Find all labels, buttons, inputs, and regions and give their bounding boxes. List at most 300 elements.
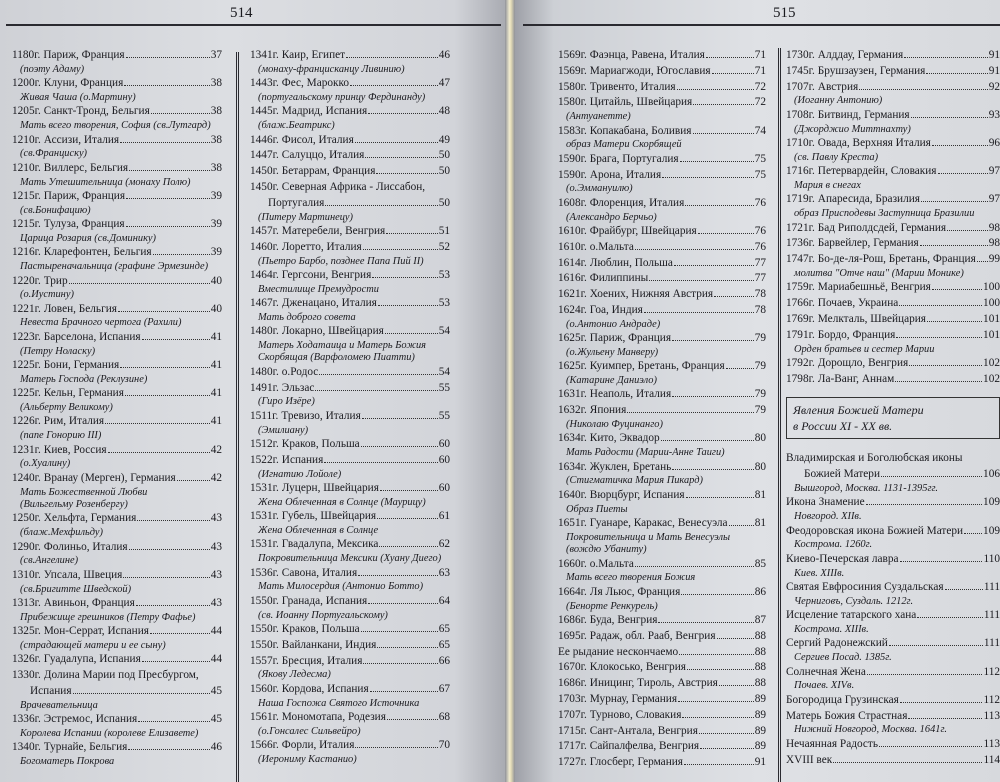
entry-note: Врачевательница (20, 699, 98, 711)
leader-dots (911, 117, 988, 118)
leader-dots (698, 233, 754, 234)
entry-page-number: 76 (754, 240, 766, 253)
leader-dots (706, 57, 754, 58)
entry-line (786, 356, 1000, 372)
entry-note: Мать доброго совета (258, 311, 356, 323)
entry-year: 1569г. (558, 64, 587, 77)
entry-page-number: 41 (210, 387, 222, 400)
entry-year: 1531г. (250, 482, 279, 495)
leader-dots (368, 113, 438, 114)
entry-page-number: 60 (438, 453, 450, 466)
entry-place: Тривенто, Италия (589, 80, 676, 93)
entry-year: 1336г. (12, 713, 41, 726)
entry-place: Сайпалфелва, Венгрия (589, 740, 700, 753)
entry-place: Дженацано, Италия (281, 297, 377, 310)
entry-page-number: 106 (983, 468, 1000, 481)
leader-dots (380, 490, 438, 491)
leader-dots (126, 198, 210, 199)
entry-note: (Катарине Даниэло) (566, 375, 657, 387)
entry-note: (св.Франциску) (20, 148, 88, 160)
entry-place: Бресция, Италия (281, 654, 363, 667)
entry-note: (португальскому принцу Фердинанду) (258, 91, 426, 103)
left-column-2 (250, 48, 450, 766)
entry-page-number: 45 (210, 713, 222, 726)
entry-page-number: 38 (210, 105, 222, 118)
entry-year: 1707г. (786, 80, 815, 93)
entry-year: 1180г. (12, 49, 41, 61)
entry-place: Клуни, Франция (43, 77, 124, 90)
leader-dots (672, 340, 754, 341)
index-entry (558, 287, 766, 303)
index-entry (250, 453, 450, 481)
leader-dots (120, 142, 210, 143)
entry-year: 1634г. (558, 460, 587, 473)
entry-place: Копакабана, Боливия (589, 124, 692, 137)
entry-line (12, 386, 222, 402)
index-entry (250, 240, 450, 268)
entry-line (250, 437, 450, 453)
leader-dots (126, 57, 210, 58)
entry-place: Ассизи, Италия (43, 133, 120, 146)
leader-dots (136, 605, 210, 606)
entry-year: 1660г. (558, 557, 587, 570)
index-entry (786, 665, 1000, 693)
entry-line (786, 328, 1000, 344)
leader-dots (932, 289, 982, 290)
entry-page-number: 88 (754, 661, 766, 674)
index-entry (786, 80, 1000, 108)
leader-dots (932, 145, 988, 146)
entry-year: 1215г. (12, 218, 41, 231)
index-entry (558, 613, 766, 629)
entry-line (250, 268, 450, 284)
entry-place: Богородица Грузинская (786, 693, 899, 706)
entry-line (250, 409, 450, 425)
entry-note: Мария в снегах (794, 179, 861, 191)
entry-line (786, 108, 1000, 124)
entry-year: 1231г. (12, 443, 41, 456)
entry-place: Мономотапа, Родезия (281, 710, 386, 723)
entry-page-number: 79 (754, 388, 766, 401)
entry-page-number: 41 (210, 359, 222, 372)
index-entry (786, 608, 1000, 636)
index-entry (12, 568, 222, 596)
entry-line (786, 164, 1000, 180)
leader-dots (153, 254, 210, 255)
index-entry (12, 48, 222, 76)
entry-line (786, 48, 1000, 64)
leader-dots (124, 85, 209, 86)
index-entry (786, 236, 1000, 252)
leader-dots (363, 663, 437, 664)
leader-dots (889, 645, 983, 646)
index-entry (786, 372, 1000, 388)
entry-note: (Иоганну Антонию) (794, 95, 883, 107)
entry-place: Париж, Франция (43, 189, 126, 202)
entry-line (250, 324, 450, 340)
entry-year: 1480г. (250, 365, 279, 378)
entry-line (558, 152, 766, 168)
index-entry (558, 755, 766, 771)
entry-place: Виллерс, Бельгия (43, 161, 129, 174)
entry-page-number: 42 (210, 443, 222, 456)
leader-dots (680, 161, 754, 162)
leader-dots (693, 133, 754, 134)
entry-page-number: 81 (754, 488, 766, 501)
entry-note: Вместилище Премудрости (258, 283, 379, 295)
russia-section-box (786, 397, 1000, 439)
entry-note: (Питеру Мартинецу) (258, 211, 353, 223)
entry-year: 1325г. (12, 625, 41, 638)
entry-page-number: 45 (210, 684, 222, 697)
entry-line (12, 161, 222, 177)
entry-year: 1695г. (558, 629, 587, 642)
entry-line (558, 708, 766, 724)
entry-page-number: 80 (754, 432, 766, 445)
leader-dots (900, 561, 983, 562)
entry-year: 1512г. (250, 438, 279, 451)
entry-line (786, 236, 1000, 252)
entry-page-number: 110 (983, 552, 1000, 565)
entry-line-continued (250, 196, 450, 212)
entry-note: Вышгород, Москва. 1131-1395гг. (794, 483, 939, 495)
entry-line (250, 224, 450, 240)
entry-place: Барвейлер, Германия (817, 237, 919, 250)
entry-year: 1480г. (250, 325, 279, 338)
entry-line (786, 80, 1000, 96)
entry-page-number: 79 (754, 404, 766, 417)
entry-place: Фолиньо, Италия (43, 540, 128, 553)
entry-line (250, 638, 450, 654)
left-column-1 (12, 48, 222, 768)
entry-year: 1557г. (250, 654, 279, 667)
entry-place: Лоретто, Италия (281, 240, 362, 253)
index-entry (558, 585, 766, 613)
entry-page-number: 93 (988, 108, 1000, 121)
index-entry (558, 224, 766, 240)
entry-page-number: 88 (754, 677, 766, 690)
entry-line (558, 303, 766, 319)
leader-dots (126, 226, 210, 227)
index-entry (786, 48, 1000, 64)
entry-note: Царица Розария (св.Доминику) (20, 232, 157, 244)
leader-dots (977, 261, 988, 262)
leader-dots (376, 173, 437, 174)
entry-place: Губель, Швейцария (281, 510, 377, 523)
entry-title-line: Владимирская и Боголюбская иконы (786, 452, 963, 465)
entry-year: 1717г. (558, 740, 587, 753)
leader-dots (726, 368, 754, 369)
entry-place: Киев, Россия (43, 443, 107, 456)
entry-place: Фес, Марокко (281, 77, 350, 90)
index-entry (558, 256, 766, 272)
entry-place: Гуадалупа, Испания (43, 653, 141, 666)
leader-dots (908, 718, 982, 719)
index-entry (558, 645, 766, 661)
page-number-right: 515 (773, 5, 796, 21)
entry-note: Матерь Ходатаица и Матерь Божия (258, 340, 427, 352)
entry-page-number: 111 (983, 609, 1000, 622)
entry-place: Святая Евфросиния Суздальская (786, 581, 944, 594)
index-entry (558, 708, 766, 724)
entry-note: (св. Иоанну Португальскому) (258, 609, 388, 621)
index-entry (786, 221, 1000, 237)
entry-place: Рим, Италия (43, 415, 105, 428)
entry-year: 1550г. (250, 594, 279, 607)
entry-year: 1210г. (12, 133, 41, 146)
index-entry (12, 245, 222, 273)
index-entry (12, 358, 222, 386)
entry-line (12, 48, 222, 64)
header-rule-left (6, 24, 501, 26)
entry-note: (Эмилиану) (258, 424, 309, 436)
leader-dots (350, 85, 438, 86)
leader-dots (362, 418, 438, 419)
entry-note: (св.Бонифацию) (20, 204, 91, 216)
leader-dots (926, 73, 987, 74)
entry-year: 1210г. (12, 161, 41, 174)
entry-place: Мариабешньё, Венгрия (817, 281, 931, 294)
entry-year: 1457г. (250, 224, 279, 237)
entry-line (786, 636, 1000, 652)
entry-year: 1640г. (558, 488, 587, 501)
entry-line (558, 645, 766, 661)
entry-line (558, 403, 766, 419)
entry-line (558, 271, 766, 287)
entry-note: (Альберту Великому) (20, 402, 113, 414)
entry-note: (о.Иустину) (20, 289, 74, 301)
entry-place: Сант-Антала, Венгрия (589, 724, 698, 737)
entry-place: Глосберг, Германия (589, 756, 683, 769)
leader-dots (129, 549, 210, 550)
entry-line (250, 133, 450, 149)
entry-note: (Антуанетте) (566, 111, 631, 123)
entry-page-number: 71 (754, 64, 766, 77)
entry-page-number: 89 (754, 740, 766, 753)
entry-line (12, 217, 222, 233)
leader-dots (315, 390, 437, 391)
entry-place: Долина Марии под Пресбургом, (43, 669, 199, 682)
entry-line (250, 654, 450, 670)
entry-page-number: 109 (983, 524, 1000, 537)
entry-line (12, 652, 222, 668)
entry-place: Савона, Италия (281, 566, 358, 579)
entry-note: (Иерониму Кастанио) (258, 753, 357, 765)
entry-year: 1703г. (558, 692, 587, 705)
leader-dots (123, 577, 209, 578)
entry-year: 1250г. (12, 512, 41, 525)
entry-year: 1223г. (12, 330, 41, 343)
leader-dots (325, 205, 437, 206)
entry-line (786, 709, 1000, 725)
index-entry (558, 387, 766, 403)
entry-note: (папе Гонорию III) (20, 430, 102, 442)
entry-line (786, 552, 1000, 568)
entry-year: 1443г. (250, 77, 279, 90)
entry-page-number: 89 (754, 692, 766, 705)
entry-page-number: 44 (210, 653, 222, 666)
index-entry (12, 624, 222, 652)
entry-year: 1583г. (558, 124, 587, 137)
leader-dots (699, 733, 754, 734)
entry-year: 1225г. (12, 387, 41, 400)
entry-line (12, 414, 222, 430)
entry-year: 1491г. (250, 381, 279, 394)
index-entry (250, 324, 450, 365)
leader-dots (142, 661, 210, 662)
index-entry (786, 280, 1000, 296)
entry-place: Гергсони, Венгрия (281, 268, 372, 281)
entry-place: Гуанаре, Каракас, Венесуэла (589, 517, 728, 530)
entry-year: 1798г. (786, 372, 815, 385)
entry-place: Бетаррам, Франция (281, 165, 376, 178)
entry-line (250, 104, 450, 120)
index-entry (12, 161, 222, 189)
entry-line (250, 365, 450, 381)
entry-page-number: 98 (988, 221, 1000, 234)
index-entry (12, 596, 222, 624)
index-entry (250, 133, 450, 149)
leader-dots (947, 230, 988, 231)
entry-year: 1511г. (250, 409, 279, 422)
entry-year: 1340г. (12, 741, 41, 754)
index-entry (250, 224, 450, 240)
index-entry (786, 64, 1000, 80)
index-entry (12, 471, 222, 512)
entry-page-number: 48 (438, 105, 450, 118)
entry-line (12, 668, 222, 684)
entry-place: Испания (281, 453, 324, 466)
entry-place: Авиньон, Франция (43, 596, 135, 609)
leader-dots (658, 622, 753, 623)
entry-place: Феодоровская икона Божией Матери (786, 524, 964, 537)
index-entry (12, 712, 222, 740)
entry-line (558, 676, 766, 692)
leader-dots (693, 104, 753, 105)
entry-place: Матерь Божия Страстная (786, 709, 908, 722)
entry-note: Покровительница и Мать Венесуэлы (566, 531, 731, 543)
entry-place: Нечаянная Радость (786, 737, 878, 750)
entry-page-number: 60 (438, 438, 450, 451)
index-entry (250, 509, 450, 537)
russia-section-title-line-1: Явления Божией Матери (793, 403, 924, 418)
entry-year: 1634г. (558, 432, 587, 445)
entry-note: (Гиро Изёре) (258, 396, 315, 408)
index-entry (786, 495, 1000, 523)
index-entry (558, 516, 766, 557)
entry-year: 1759г. (786, 281, 815, 294)
entry-page-number: 79 (754, 360, 766, 373)
index-entry (250, 296, 450, 324)
entry-place: Вюрцбург, Испания (589, 488, 685, 501)
entry-year: 1736г. (786, 237, 815, 250)
entry-note: Богоматерь Покрова (20, 756, 115, 768)
entry-place: Икона Знамение (786, 496, 865, 509)
entry-year: 1719г. (786, 193, 815, 206)
entry-year: 1608г. (558, 196, 587, 209)
entry-line (786, 580, 1000, 596)
entry-line (12, 330, 222, 346)
entry-line (12, 740, 222, 756)
entry-place: Япония (589, 404, 627, 417)
leader-dots (879, 746, 982, 747)
entry-page-number: 111 (983, 637, 1000, 650)
entry-page-number: 112 (983, 693, 1000, 706)
entry-note: (блаж.Беатрикс) (258, 120, 335, 132)
entry-page-number: 76 (754, 196, 766, 209)
entry-place: Филиппины (589, 272, 649, 285)
entry-page-number: 65 (438, 622, 450, 635)
right-page (515, 0, 1000, 782)
index-entry (250, 365, 450, 381)
leader-dots (386, 233, 437, 234)
entry-line (786, 753, 1000, 769)
entry-place: Турнайе, Бельгия (43, 741, 128, 754)
index-entry (786, 693, 1000, 709)
entry-line (786, 221, 1000, 237)
entry-page-number: 43 (210, 540, 222, 553)
entry-place: Париж, Франция (43, 49, 125, 61)
entry-page-number: 47 (438, 77, 450, 90)
entry-page-number: 68 (438, 710, 450, 723)
entry-page-number: 111 (983, 581, 1000, 594)
entry-line (786, 665, 1000, 681)
entry-line (558, 359, 766, 375)
entry-page-number: 113 (983, 709, 1000, 722)
leader-dots (685, 205, 753, 206)
index-entry (250, 437, 450, 453)
entry-note: Мать всего творения Божия (566, 572, 696, 584)
leader-dots (717, 638, 754, 639)
header-rule-right (523, 24, 1000, 26)
entry-page-number: 102 (983, 356, 1000, 369)
leader-dots (151, 113, 210, 114)
book-spine-ribbon (505, 0, 515, 782)
entry-place: о.Мальта (589, 557, 634, 570)
entry-note: (Бенорте Ренкурель) (566, 600, 658, 612)
index-entry (12, 189, 222, 217)
entry-year: 1550г. (250, 638, 279, 651)
leader-dots (909, 365, 982, 366)
index-entry (786, 580, 1000, 608)
entry-year: 1522г. (250, 453, 279, 466)
entry-place: Краков, Польша (281, 622, 360, 635)
entry-line (786, 192, 1000, 208)
leader-dots (355, 142, 438, 143)
leader-dots (682, 717, 753, 718)
leader-dots (627, 412, 753, 413)
entry-note: Живая Чаша (о.Мартину) (20, 91, 136, 103)
entry-page-number: 86 (754, 585, 766, 598)
leader-dots (635, 249, 754, 250)
entry-note: (св. Павлу Креста) (794, 151, 879, 163)
entry-place: Турново, Словакия (589, 708, 682, 721)
index-entry (12, 443, 222, 471)
entry-page-number: 75 (754, 168, 766, 181)
entry-page-number: 38 (210, 77, 222, 90)
index-entry (12, 540, 222, 568)
index-entry (558, 488, 766, 516)
entry-page-number: 101 (983, 328, 1000, 341)
entry-line (12, 76, 222, 92)
entry-page-number: 112 (983, 665, 1000, 678)
leader-dots (649, 280, 753, 281)
entry-line (250, 566, 450, 582)
entry-year: 1313г. (12, 596, 41, 609)
entry-line (250, 738, 450, 754)
index-entry (786, 312, 1000, 328)
entry-year: 1326г. (12, 653, 41, 666)
